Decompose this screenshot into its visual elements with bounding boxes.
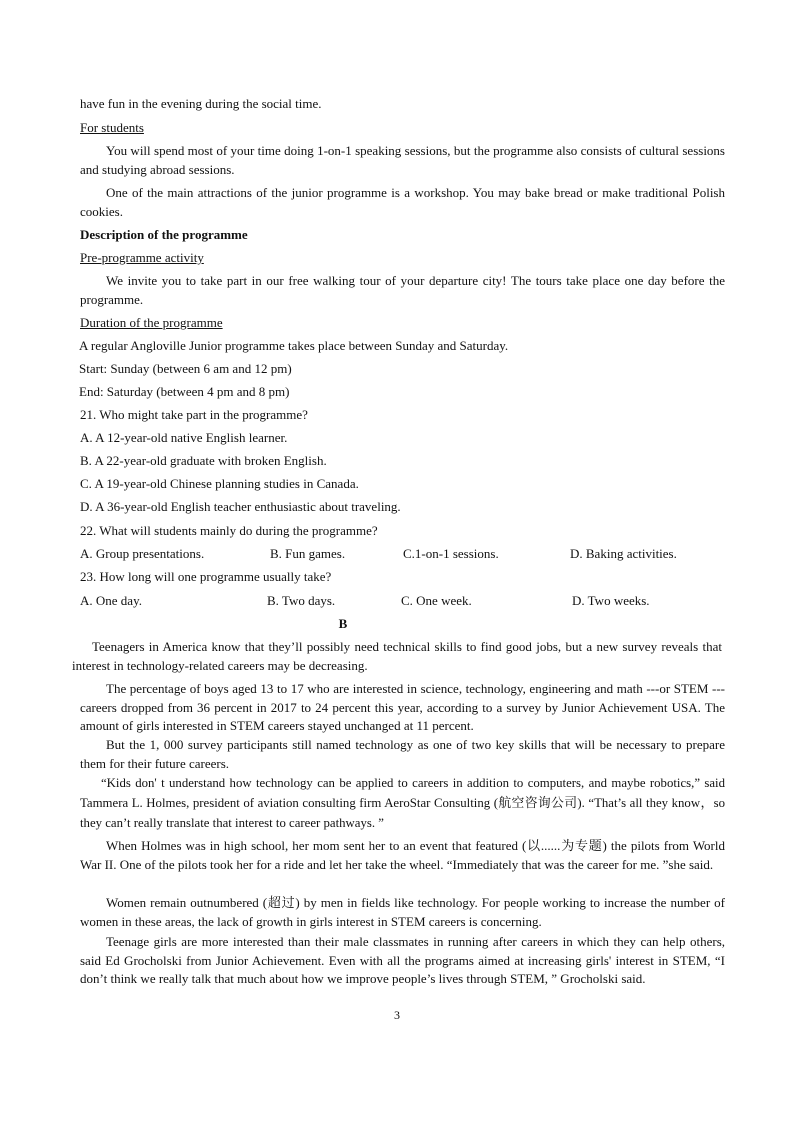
q22-option-b: B. Fun games. <box>270 546 346 561</box>
duration-heading: Duration of the programme <box>80 315 223 330</box>
q21-option-a: A. A 12-year-old native English learner. <box>80 430 288 445</box>
q21-option-b: B. A 22-year-old graduate with broken English. <box>80 453 327 468</box>
q22-option-c: C.1-on-1 sessions. <box>403 546 499 561</box>
students-paragraph-1: You will spend most of your time doing 1-on-1 speaking sessions, but the programme also consists of cultural sessions and studying abroad sessions. <box>80 143 725 177</box>
page-number: 3 <box>394 1008 400 1022</box>
q21-stem: 21. Who might take part in the programme? <box>80 407 308 422</box>
description-heading: Description of the programme <box>80 227 248 242</box>
q21-option-d: D. A 36-year-old English teacher enthusiastic about traveling. <box>80 499 401 514</box>
end-line: End: Saturday (between 4 pm and 8 pm) <box>79 384 290 399</box>
q23-option-a: A. One day. <box>80 593 142 608</box>
pre-activity-heading: Pre-programme activity <box>80 250 204 265</box>
q22-stem: 22. What will students mainly do during the programme? <box>80 523 378 538</box>
q23-option-b: B. Two days. <box>267 593 336 608</box>
b-paragraph-3: But the 1, 000 survey participants still named technology as one of two key skills that will be necessary to prepare them for their future careers. <box>80 737 725 771</box>
b-paragraph-5: When Holmes was in high school, her mom sent her to an event that featured (以......为专题) the pilots from World War II. One of the pilots took her for a ride and let her take the wheel. “Immediately that was the career for me. ”she said. <box>80 838 725 872</box>
section-b-label: B <box>338 616 348 631</box>
intro-tail: have fun in the evening during the social time. <box>80 96 322 111</box>
start-line: Start: Sunday (between 6 am and 12 pm) <box>79 361 292 376</box>
q23-option-c: C. One week. <box>401 593 472 608</box>
b-paragraph-7: Teenage girls are more interested than their male classmates in running after careers in which they can help others, said Ed Grocholski from Junior Achievement. Even with all the programs aimed at increasing girls' interest in STEM, “I don’t think we really talk that much about how we improve people’s lives through STEM, ” Grocholski said. <box>80 934 725 986</box>
b-paragraph-1: Teenagers in America know that they’ll possibly need technical skills to find good jobs, but a new survey reveals that interest in technology-related careers may be decreasing. <box>72 639 722 673</box>
q23-stem: 23. How long will one programme usually take? <box>80 569 332 584</box>
q23-option-d: D. Two weeks. <box>572 593 650 608</box>
students-paragraph-2: One of the main attractions of the junior programme is a workshop. You may bake bread or make traditional Polish cookies. <box>80 185 725 219</box>
for-students-heading: For students <box>80 120 144 135</box>
pre-activity-paragraph: We invite you to take part in our free walking tour of your departure city! The tours take place one day before the programme. <box>80 273 725 307</box>
b-paragraph-6: Women remain outnumbered (超过) by men in fields like technology. For people working to increase the number of women in these areas, the lack of growth in girls interest in STEM careers is concerning. <box>80 895 725 929</box>
b-paragraph-4: “Kids don' t understand how technology can be applied to careers in addition to computers, and maybe robotics,” said Tammera L. Holmes, president of aviation consulting firm AeroStar Consulting (航空咨询公司). “That’s all they know，so they can’t really translate that interest to career pathways. ” <box>80 776 725 830</box>
b-paragraph-2: The percentage of boys aged 13 to 17 who are interested in science, technology, engineering and math ---or STEM ---careers dropped from 36 percent in 2017 to 24 percent this year, according to a survey by Junior Achievement USA. The amount of girls interested in STEM careers stayed unchanged at 11 percent. <box>80 681 725 733</box>
q22-option-a: A. Group presentations. <box>80 546 205 561</box>
duration-line: A regular Angloville Junior programme takes place between Sunday and Saturday. <box>79 338 509 353</box>
q22-option-d: D. Baking activities. <box>570 546 677 561</box>
q21-option-c: C. A 19-year-old Chinese planning studies in Canada. <box>80 476 359 491</box>
